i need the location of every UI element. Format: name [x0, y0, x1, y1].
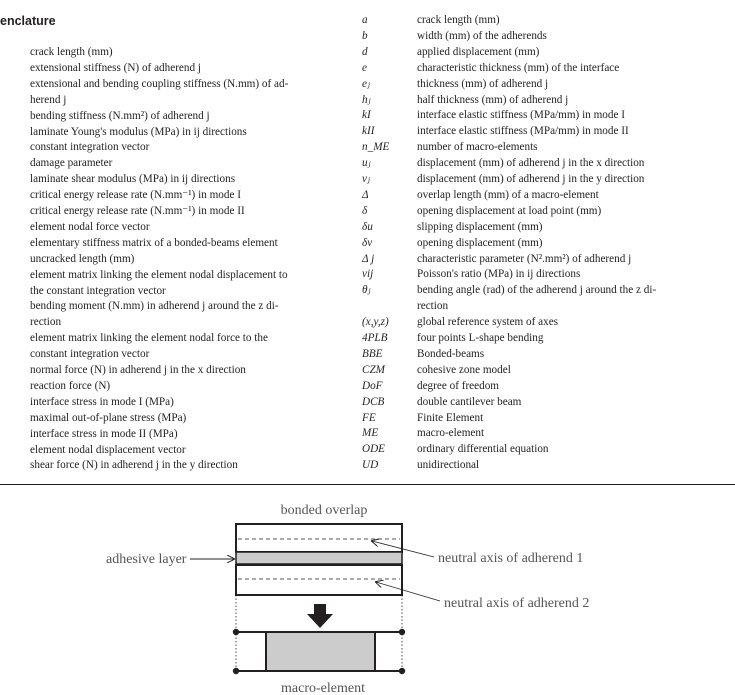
- node-bottom-right: [399, 668, 405, 674]
- symbol: DoF: [362, 379, 383, 392]
- symbol: n_ME: [362, 141, 390, 154]
- symbol: a: [362, 14, 368, 26]
- symbol-description: overlap length (mm) of a macro-element: [417, 188, 599, 201]
- node-top-left: [233, 629, 239, 635]
- down-arrow-icon: [307, 604, 333, 628]
- left-description: critical energy release rate (N.mm⁻¹) in mode I: [30, 189, 241, 202]
- left-description: damage parameter: [30, 157, 113, 170]
- left-description: extensional stiffness (N) of adherend j: [30, 61, 201, 74]
- symbol: ME: [362, 427, 379, 440]
- adherend-2: [236, 565, 402, 595]
- left-description: crack length (mm): [30, 46, 113, 58]
- left-description: laminate shear modulus (MPa) in ij directions: [30, 173, 236, 186]
- left-description: interface stress in mode I (MPa): [30, 395, 174, 408]
- left-description: constant integration vector: [30, 141, 150, 154]
- symbol-description: global reference system of axes: [417, 316, 559, 329]
- left-description: bending stiffness (N.mm²) of adherend j: [30, 109, 210, 122]
- symbol-description: degree of freedom: [417, 379, 499, 392]
- symbol: e: [362, 61, 367, 74]
- symbol: δu: [362, 220, 373, 233]
- symbol: b: [362, 29, 368, 42]
- symbol: UD: [362, 459, 379, 472]
- left-description: the constant integration vector: [30, 284, 166, 297]
- symbol-description: interface elastic stiffness (MPa/mm) in mode II: [417, 125, 629, 138]
- left-description: bending moment (N.mm) in adherend j around the z di-: [30, 300, 279, 313]
- left-description: laminate Young's modulus (MPa) in ij directions: [30, 125, 247, 138]
- left-description: elementary stiffness matrix of a bonded-beams element: [30, 236, 278, 249]
- symbol-description: macro-element: [417, 427, 485, 440]
- symbol: (x,y,z): [362, 316, 389, 329]
- left-description: shear force (N) in adherend j in the y direction: [30, 459, 238, 472]
- symbol: νij: [362, 268, 374, 281]
- symbol: eⱼ: [362, 77, 370, 90]
- nomenclature-heading: enclature: [0, 14, 56, 28]
- symbol: hⱼ: [362, 93, 371, 106]
- left-description: rection: [30, 316, 62, 329]
- left-description: normal force (N) in adherend j in the x direction: [30, 364, 246, 376]
- symbol-description: half thickness (mm) of adherend j: [417, 93, 569, 106]
- symbol-description: displacement (mm) of adherend j in the y direction: [417, 173, 645, 185]
- left-description: critical energy release rate (N.mm⁻¹) in mode II: [30, 205, 245, 217]
- symbol-description: opening displacement (mm): [417, 236, 543, 249]
- symbol-description: bending angle (rad) of the adherend j around the z di-: [417, 284, 657, 297]
- neutral-axis-1-label: neutral axis of adherend 1: [438, 551, 584, 566]
- symbol: CZM: [362, 363, 386, 376]
- left-description: herend j: [30, 93, 67, 106]
- symbol-description: four points L-shape bending: [417, 332, 544, 344]
- bonded-overlap-label: bonded overlap: [280, 503, 368, 518]
- symbol-description: interface elastic stiffness (MPa/mm) in mode I: [417, 109, 625, 122]
- symbol: Δ: [362, 188, 369, 201]
- symbol: uⱼ: [362, 157, 371, 170]
- symbol: kII: [362, 125, 375, 138]
- symbol: kI: [362, 109, 371, 122]
- left-description: uncracked length (mm): [30, 252, 135, 265]
- macro-element-label: macro-element: [281, 681, 365, 695]
- left-description: element matrix linking the element nodal displacement to: [30, 268, 288, 281]
- symbol-description: number of macro-elements: [417, 141, 538, 154]
- symbol-description: Poisson's ratio (MPa) in ij directions: [417, 268, 581, 281]
- symbol-description: characteristic thickness (mm) of the interface: [417, 61, 620, 74]
- symbol-description: Finite Element: [417, 411, 484, 424]
- symbol-description: unidirectional: [417, 459, 480, 472]
- left-description: extensional and bending coupling stiffness (N.mm) of ad-: [30, 77, 289, 90]
- left-description: reaction force (N): [30, 379, 111, 392]
- symbol-description: cohesive zone model: [417, 363, 511, 376]
- node-bottom-left: [233, 668, 239, 674]
- left-description: interface stress in mode II (MPa): [30, 427, 178, 440]
- symbol-description: thickness (mm) of adherend j: [417, 77, 549, 90]
- macro-element-interface: [266, 632, 375, 671]
- symbol-description: applied displacement (mm): [417, 45, 540, 58]
- symbol: d: [362, 45, 368, 58]
- adhesive-layer: [236, 552, 402, 564]
- symbol-description: characteristic parameter (N².mm²) of adherend j: [417, 252, 632, 265]
- symbol-description: ordinary differential equation: [417, 443, 549, 456]
- left-description: element nodal force vector: [30, 220, 150, 233]
- symbol-description: slipping displacement (mm): [417, 220, 543, 233]
- left-description: constant integration vector: [30, 348, 150, 361]
- adhesive-layer-label: adhesive layer: [106, 552, 187, 567]
- symbol: DCB: [362, 395, 385, 408]
- symbol: θⱼ: [362, 284, 371, 297]
- symbol-description: rection: [417, 300, 449, 313]
- neutral-axis-2-label: neutral axis of adherend 2: [444, 596, 590, 611]
- symbol: Δ j: [362, 252, 375, 265]
- symbol-description: double cantilever beam: [417, 395, 522, 408]
- left-description: element nodal displacement vector: [30, 443, 186, 456]
- symbol: BBE: [362, 347, 383, 360]
- left-description: maximal out-of-plane stress (MPa): [30, 411, 187, 424]
- symbol-description: opening displacement at load point (mm): [417, 204, 602, 217]
- symbol-description: Bonded-beams: [417, 347, 485, 360]
- symbol: vⱼ: [362, 173, 370, 185]
- symbol-description: crack length (mm): [417, 14, 500, 26]
- symbol: 4PLB: [362, 332, 388, 344]
- symbol: ODE: [362, 443, 385, 456]
- left-description: element matrix linking the element nodal force to the: [30, 332, 268, 345]
- symbol: FE: [362, 411, 376, 424]
- symbol-description: width (mm) of the adherends: [417, 29, 547, 42]
- symbol-description: displacement (mm) of adherend j in the x direction: [417, 157, 645, 170]
- node-top-right: [399, 629, 405, 635]
- adherend-1: [236, 524, 402, 552]
- symbol: δ: [362, 204, 368, 217]
- symbol: δv: [362, 236, 373, 249]
